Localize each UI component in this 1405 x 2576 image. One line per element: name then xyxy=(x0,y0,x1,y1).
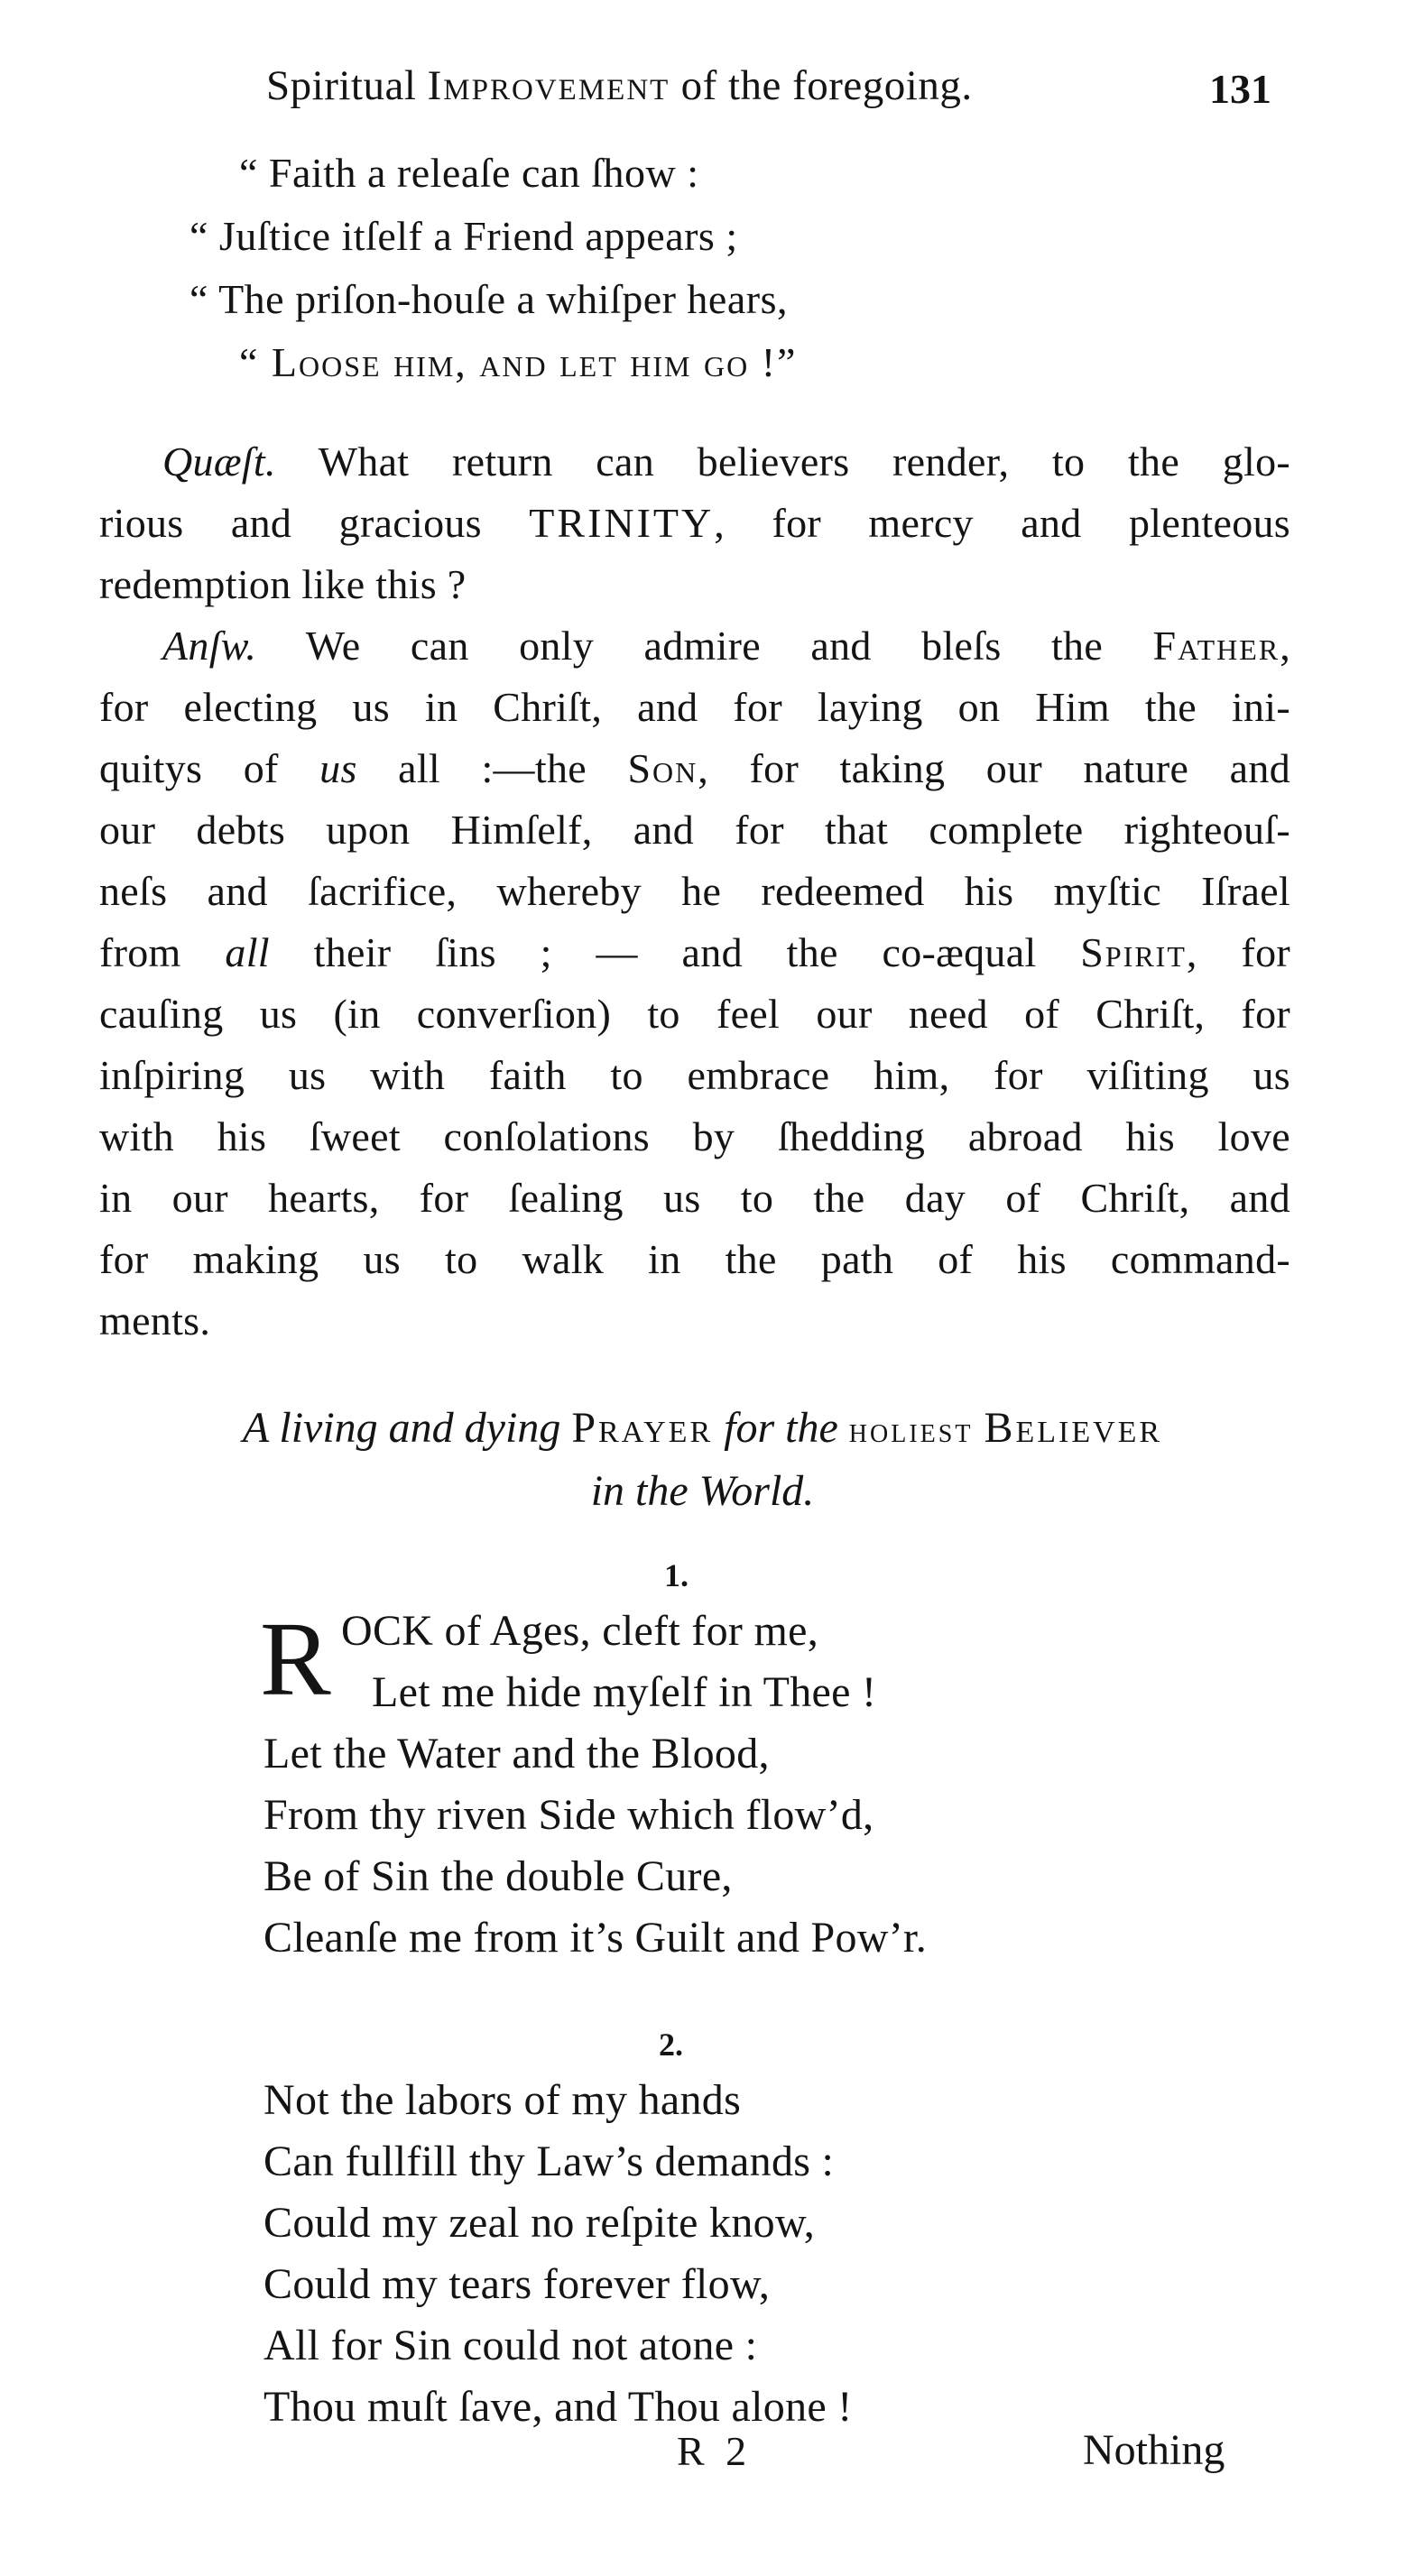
question-line xyxy=(162,438,1290,485)
answer-line xyxy=(162,622,1290,669)
verse-line xyxy=(189,275,788,323)
verse-line xyxy=(189,212,738,260)
drop-cap: R xyxy=(260,1600,331,1718)
hymn-line: Could my tears forever flow, xyxy=(263,2260,771,2308)
hymn-line: Could my zeal no reſpite know, xyxy=(263,2199,816,2247)
answer-text: We can only admire and bleſs the xyxy=(256,623,1153,669)
son-word: Son xyxy=(627,745,698,791)
hymn-line: Let me hide myſelf in Thee ! xyxy=(372,1668,877,1716)
hymn-line: Let the Water and the Blood, xyxy=(263,1730,770,1777)
answer-text: , for taking our nature and xyxy=(698,745,1290,791)
answer-line: cauſing us (in converſion) to feel our need of Chriſt, for xyxy=(99,991,1290,1037)
hymn-line: Thou muſt ſave, and Thou alone ! xyxy=(263,2383,853,2431)
hymn-line: OCK of Ages, cleft for me, xyxy=(341,1607,819,1655)
catchword: Nothing xyxy=(1083,2426,1225,2474)
answer-line: our debts upon Himſelf, and for that complete righteouſ- xyxy=(99,807,1290,853)
answer-line: ments. xyxy=(99,1297,211,1343)
hymn-line: Be of Sin the double Cure, xyxy=(263,1852,733,1900)
answer-italic: all xyxy=(225,929,270,975)
heading-italic: for the xyxy=(713,1404,849,1452)
answer-text: from xyxy=(99,929,226,975)
question-text: , for mercy and plenteous xyxy=(714,500,1290,546)
heading-believer: Believer xyxy=(984,1404,1163,1452)
answer-line: inſpiring us with faith to embrace him, for viſiting us xyxy=(99,1052,1290,1098)
verse-line xyxy=(239,338,797,386)
answer-label: Anſw. xyxy=(162,623,257,669)
answer-line xyxy=(99,928,1290,976)
hymn-line: Can fullfill thy Law’s demands : xyxy=(263,2137,835,2185)
prayer-heading-line2: in the World. xyxy=(590,1467,815,1515)
heading-italic: A living and dying xyxy=(242,1404,572,1452)
page-number: 131 xyxy=(1209,66,1271,112)
verse-line-text: “ Faith a releaſe can ſhow : xyxy=(239,150,699,196)
answer-line: for making us to walk in the path of his command- xyxy=(99,1236,1290,1282)
heading-prayer: Prayer xyxy=(571,1404,714,1452)
header-title-smallcaps: Improvement xyxy=(427,62,670,109)
answer-line: in our hearts, for ſealing us to the day of Chriſt, and xyxy=(99,1175,1290,1221)
trinity-word: TRINITY xyxy=(529,500,715,546)
verse-line-text: “ The priſon-houſe a whiſper hears, xyxy=(189,276,788,322)
answer-text: quitys of xyxy=(99,745,320,791)
answer-line: for electing us in Chriſt, and for laying on Him the ini- xyxy=(99,684,1290,730)
answer-line: with his ſweet conſolations by ſhedding abroad his love xyxy=(99,1113,1290,1159)
question-text: rious and gracious xyxy=(99,500,530,546)
answer-text: all :—the xyxy=(356,745,628,791)
question-text: redemption like this ? xyxy=(99,561,467,607)
hymn-line: From thy riven Side which flow’d, xyxy=(263,1791,874,1839)
stanza-number: 1. xyxy=(664,1557,689,1593)
answer-text: , for xyxy=(1186,929,1290,975)
verse-line xyxy=(239,149,699,197)
answer-line: neſs and ſacrifice, whereby he redeemed his myſtic Iſrael xyxy=(99,868,1290,914)
question-line xyxy=(99,499,1290,547)
header-title-part: Spiritual xyxy=(266,62,428,109)
running-header xyxy=(266,61,973,110)
spirit-word: Spirit xyxy=(1080,929,1187,975)
answer-text: their ſins ; — and the co-æqual xyxy=(269,929,1081,975)
question-text: What return can believers render, to the glo- xyxy=(275,439,1290,485)
question-label: Quæſt. xyxy=(162,439,276,485)
verse-line-text: “ Loose him, and let him go !” xyxy=(239,339,798,385)
father-word: Father xyxy=(1152,623,1280,669)
heading-holiest: holiest xyxy=(848,1409,974,1450)
answer-text: , xyxy=(1280,623,1290,669)
signature-mark: R 2 xyxy=(677,2428,753,2474)
header-title-part: of the foregoing. xyxy=(670,62,973,109)
heading-space xyxy=(973,1404,984,1452)
stanza-number: 2. xyxy=(659,2027,683,2063)
hymn-line: Not the labors of my hands xyxy=(263,2076,742,2124)
hymn-line: All for Sin could not atone : xyxy=(263,2322,758,2369)
question-line xyxy=(99,560,1290,608)
answer-italic: us xyxy=(319,745,357,791)
verse-line-text: “ Juſtice itſelf a Friend appears ; xyxy=(189,213,738,259)
prayer-heading xyxy=(0,1403,1405,1453)
hymn-line: Cleanſe me from it’s Guilt and Pow’r. xyxy=(263,1914,927,1962)
answer-line xyxy=(99,744,1290,792)
